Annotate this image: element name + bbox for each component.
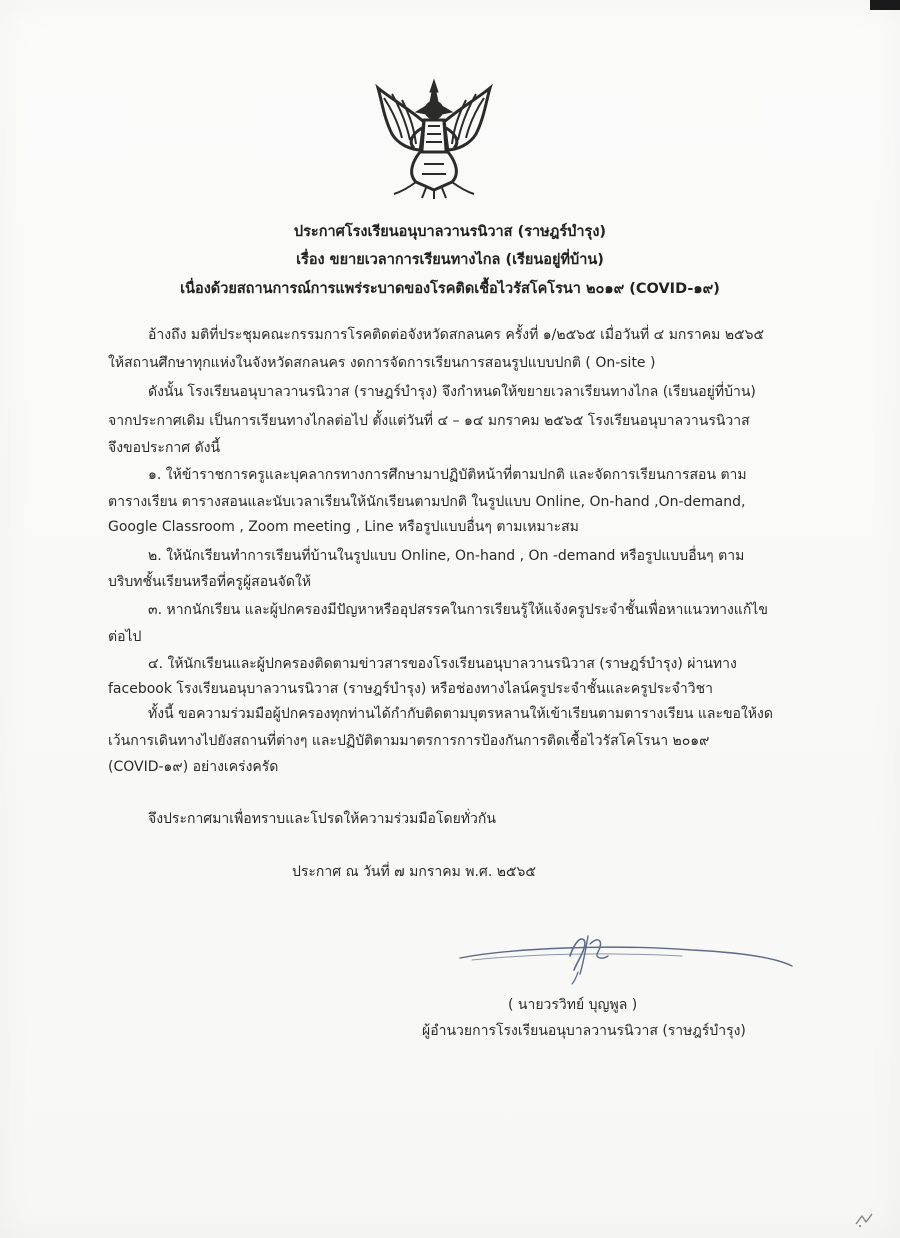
body-line: facebook โรงเรียนอนุบาลวานรนิวาส (ราษฎร์บำรุง) หรือช่องทางไลน์ครูประจำชั้นและครูประจำวิชา — [108, 681, 713, 697]
handwritten-signature — [452, 926, 802, 986]
scan-speck-icon — [852, 1210, 876, 1228]
scan-edge-mark — [870, 0, 900, 10]
body-line: บริบทชั้นเรียนหรือที่ครูผู้สอนจัดให้ — [108, 574, 312, 590]
body-line: (COVID-๑๙) อย่างเคร่งครัด — [108, 759, 279, 775]
body-line: ให้สถานศึกษาทุกแห่งในจังหวัดสกลนคร งดการจัดการเรียนการสอนรูปแบบปกติ ( On-site ) — [108, 355, 656, 371]
body-line: อ้างถึง มติที่ประชุมคณะกรรมการโรคติดต่อจังหวัดสกลนคร ครั้งที่ ๑/๒๕๖๕ เมื่อวันที่ ๔ มกราคม ๒๕๖๕ — [148, 327, 765, 343]
body-line: ตารางเรียน ตารางสอนและนับเวลาเรียนให้นักเรียนตามปกติ ในรูปแบบ Online, On-hand ,On-demand, — [108, 494, 746, 510]
body-line: ทั้งนี้ ขอความร่วมมือผู้ปกครองทุกท่านได้กำกับติดตามบุตรหลานให้เข้าเรียนตามตารางเรียน และขอให้งด — [148, 706, 773, 722]
garuda-emblem-icon — [372, 78, 496, 200]
announcement-date: ประกาศ ณ วันที่ ๗ มกราคม พ.ศ. ๒๕๖๕ — [292, 864, 537, 880]
announcement-subject: เรื่อง ขยายเวลาการเรียนทางไกล (เรียนอยู่ที่บ้าน) — [296, 252, 604, 268]
announcement-context: เนื่องด้วยสถานการณ์การแพร่ระบาดของโรคติดเชื้อไวรัสโคโรนา ๒๐๑๙ (COVID-๑๙) — [180, 281, 720, 297]
announcement-issuer: ประกาศโรงเรียนอนุบาลวานรนิวาส (ราษฎร์บำรุง) — [293, 224, 607, 240]
body-line: จึงขอประกาศ ดังนี้ — [108, 440, 221, 456]
body-line: เว้นการเดินทางไปยังสถานที่ต่างๆ และปฏิบัติตามมาตรการการป้องกันการติดเชื้อไวรัสโคโรนา ๒๐๑๙ — [108, 733, 710, 749]
body-line: ๔. ให้นักเรียนและผู้ปกครองติดตามข่าวสารของโรงเรียนอนุบาลวานรนิวาส (ราษฎร์บำรุง) ผ่านทาง — [148, 656, 737, 672]
signatory-name: ( นายวรวิทย์ บุญพูล ) — [508, 997, 638, 1013]
body-line: ต่อไป — [108, 629, 142, 645]
signatory-title: ผู้อำนวยการโรงเรียนอนุบาลวานรนิวาส (ราษฎร์บำรุง) — [422, 1023, 746, 1039]
closing-statement: จึงประกาศมาเพื่อทราบและโปรดให้ความร่วมมือโดยทั่วกัน — [148, 811, 496, 827]
body-line: ดังนั้น โรงเรียนอนุบาลวานรนิวาส (ราษฎร์บำรุง) จึงกำหนดให้ขยายเวลาเรียนทางไกล (เรียนอยู่ที่บ้าน) — [148, 384, 756, 400]
body-line: ๓. หากนักเรียน และผู้ปกครองมีปัญหาหรืออุปสรรคในการเรียนรู้ให้แจ้งครูประจำชั้นเพื่อหาแนวทางแก้ไข — [148, 602, 768, 618]
body-line: จากประกาศเดิม เป็นการเรียนทางไกลต่อไป ตั้งแต่วันที่ ๔ – ๑๔ มกราคม ๒๕๖๕ โรงเรียนอนุบาลวานรนิวาส — [108, 413, 750, 429]
body-line: ๒. ให้นักเรียนทำการเรียนที่บ้านในรูปแบบ Online, On-hand , On -demand หรือรูปแบบอื่นๆ ตาม — [148, 548, 745, 564]
body-line: ๑. ให้ข้าราชการครูและบุคลากรทางการศึกษามาปฏิบัติหน้าที่ตามปกติ และจัดการเรียนการสอน ตาม — [148, 467, 747, 483]
body-line: Google Classroom , Zoom meeting , Line หรือรูปแบบอื่นๆ ตามเหมาะสม — [108, 519, 579, 535]
